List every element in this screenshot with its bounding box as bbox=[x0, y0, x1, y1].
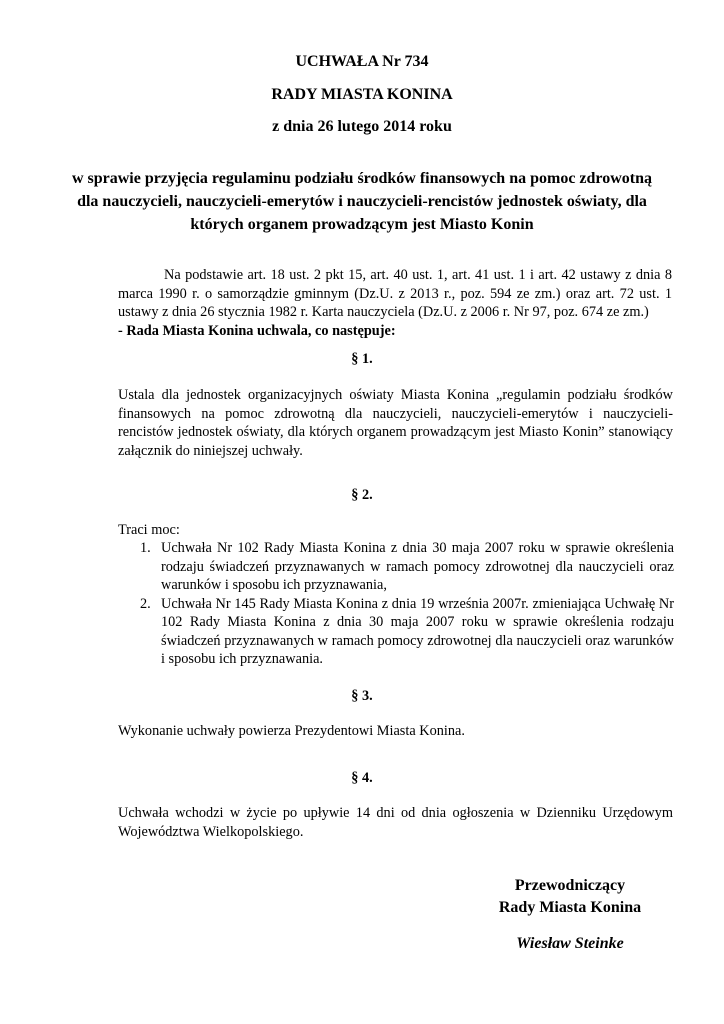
resolution-number: UCHWAŁA Nr 734 bbox=[295, 53, 429, 70]
preamble-text: Na podstawie art. 18 ust. 2 pkt 15, art. 40 ust. 1, art. 41 ust. 1 i art. 42 ustawy z dnia 8 marca 1990 r. o samorządzie gminnym (Dz.U. z 2013 r., poz. 594 ze zm.) oraz art. 72 ust. 1 ustawy z dnia 26 stycznia 1982 r. Karta nauczyciela (Dz.U. z 2006 r. Nr 97, poz. 674 ze zm.) bbox=[118, 267, 672, 320]
section-3-text: Wykonanie uchwały powierza Prezydentowi Miasta Konina. bbox=[118, 723, 465, 739]
list-item bbox=[118, 539, 674, 595]
list-item-number: 2. bbox=[140, 595, 151, 612]
signature-role bbox=[470, 875, 670, 919]
resolution-date: z dnia 26 lutego 2014 roku bbox=[272, 118, 452, 135]
council-name: RADY MIASTA KONINA bbox=[271, 86, 453, 103]
repealed-resolutions-list bbox=[118, 539, 674, 669]
list-item-text: Uchwała Nr 145 Rady Miasta Konina z dnia 19 września 2007r. zmieniająca Uchwałę Nr 102 Rady Miasta Konina z dnia 30 maja 2007 roku w sprawie określenia rodzaju świadczeń przyznawanych w ramach pomocy zdrowotnej dla nauczycieli oraz warunków i sposobu ich przyznawania. bbox=[161, 595, 674, 667]
signature-role-line2: Rady Miasta Konina bbox=[498, 899, 642, 916]
section-1-heading: § 1. bbox=[351, 351, 373, 367]
section-2-intro: Traci moc: bbox=[118, 522, 180, 538]
list-item-text: Uchwała Nr 102 Rady Miasta Konina z dnia 30 maja 2007 roku w sprawie określenia rodzaju świadczeń przyznawanych w ramach pomocy zdrowotnej dla nauczycieli oraz warunków i sposobu ich przyznawania, bbox=[161, 540, 674, 593]
section-4-heading: § 4. bbox=[351, 770, 373, 786]
list-item bbox=[118, 595, 674, 669]
section-4-text: Uchwała wchodzi w życie po upływie 14 dni od dnia ogłoszenia w Dzienniku Urzędowym Województwa Wielkopolskiego. bbox=[118, 805, 673, 840]
section-2-heading: § 2. bbox=[351, 487, 373, 503]
resolution-subject: w sprawie przyjęcia regulaminu podziału środków finansowych na pomoc zdrowotną dla nauczycieli, nauczycieli-emerytów i nauczycieli-rencistów jednostek oświaty, dla których organem prowadzącym jest Miasto Konin bbox=[71, 170, 653, 233]
signature-role-line1: Przewodniczący bbox=[514, 877, 626, 894]
section-3-heading: § 3. bbox=[351, 688, 373, 704]
preamble-resolve: - Rada Miasta Konina uchwala, co następuje: bbox=[118, 322, 396, 339]
legal-basis-preamble bbox=[118, 266, 672, 340]
section-1-text: Ustala dla jednostek organizacyjnych oświaty Miasta Konina „regulamin podziału środków finansowych na pomoc zdrowotną dla nauczycieli, nauczycieli-emerytów i nauczycieli-rencistów jednostek oświaty, dla których organem prowadzącym jest Miasto Konin” stanowiący załącznik do niniejszej uchwały. bbox=[118, 387, 673, 459]
list-item-number: 1. bbox=[140, 540, 151, 556]
signature-name: Wiesław Steinke bbox=[516, 935, 624, 952]
